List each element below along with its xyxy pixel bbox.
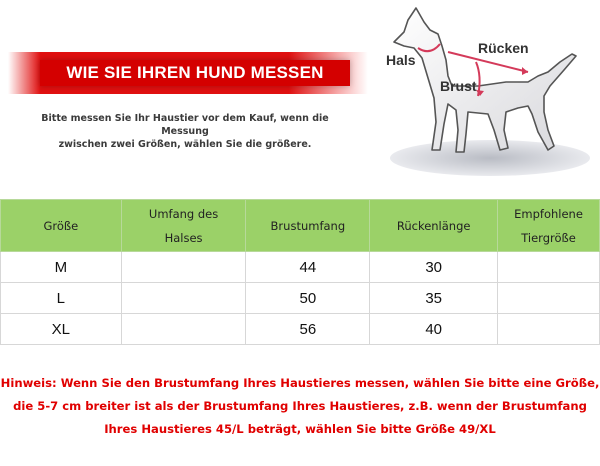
cell-back: 35 [370, 283, 498, 314]
cell-chest: 44 [246, 252, 370, 283]
hint-note [0, 372, 600, 441]
header-neck-line-1: Umfang des [148, 206, 219, 221]
note-line-3: Ihres Haustieres 45/L beträgt, wählen Sie bitte Größe 49/XL [104, 422, 496, 436]
cell-back: 30 [370, 252, 498, 283]
dog-illustration [378, 0, 600, 188]
dog-measurement-diagram [378, 0, 600, 188]
banner-title: WIE SIE IHREN HUND MESSEN [40, 60, 350, 86]
title-banner [8, 52, 368, 94]
cell-neck [121, 252, 246, 283]
neck-label: Hals [386, 52, 416, 68]
table-row [1, 283, 600, 314]
intro-line-2: zwischen zwei Größen, wählen Sie die größere. [58, 139, 312, 150]
chest-label: Brust [440, 78, 477, 94]
header-recommended-line-2: Tiergröße [521, 230, 576, 245]
cell-recommended [498, 283, 600, 314]
cell-recommended [498, 252, 600, 283]
cell-neck [121, 283, 246, 314]
header-recommended-line-1: Empfohlene [514, 206, 583, 221]
intro-text [20, 112, 350, 151]
back-label: Rücken [478, 40, 529, 56]
cell-back: 40 [370, 314, 498, 345]
intro-line-1: Bitte messen Sie Ihr Haustier vor dem Kauf, wenn die Messung [41, 113, 329, 137]
cell-neck [121, 314, 246, 345]
header-recommended [498, 200, 600, 252]
table-header-row [1, 200, 600, 252]
floor-shadow [390, 140, 590, 176]
header-size: Größe [1, 200, 122, 252]
table-row [1, 252, 600, 283]
header-neck [121, 200, 246, 252]
note-line-1: Hinweis: Wenn Sie den Brustumfang Ihres Haustieres messen, wählen Sie bitte eine Größe, [0, 376, 600, 390]
header-neck-line-2: Halses [164, 230, 203, 245]
cell-size: L [1, 283, 122, 314]
cell-chest: 56 [246, 314, 370, 345]
note-line-2: die 5-7 cm breiter ist als der Brustumfang Ihres Haustieres, z.B. wenn der Brustumfang [13, 399, 587, 413]
header-chest: Brustumfang [246, 200, 370, 252]
cell-chest: 50 [246, 283, 370, 314]
dog-body [394, 8, 576, 152]
cell-size: M [1, 252, 122, 283]
header-back: Rückenlänge [370, 200, 498, 252]
size-table [0, 199, 600, 345]
table-row [1, 314, 600, 345]
cell-size: XL [1, 314, 122, 345]
cell-recommended [498, 314, 600, 345]
